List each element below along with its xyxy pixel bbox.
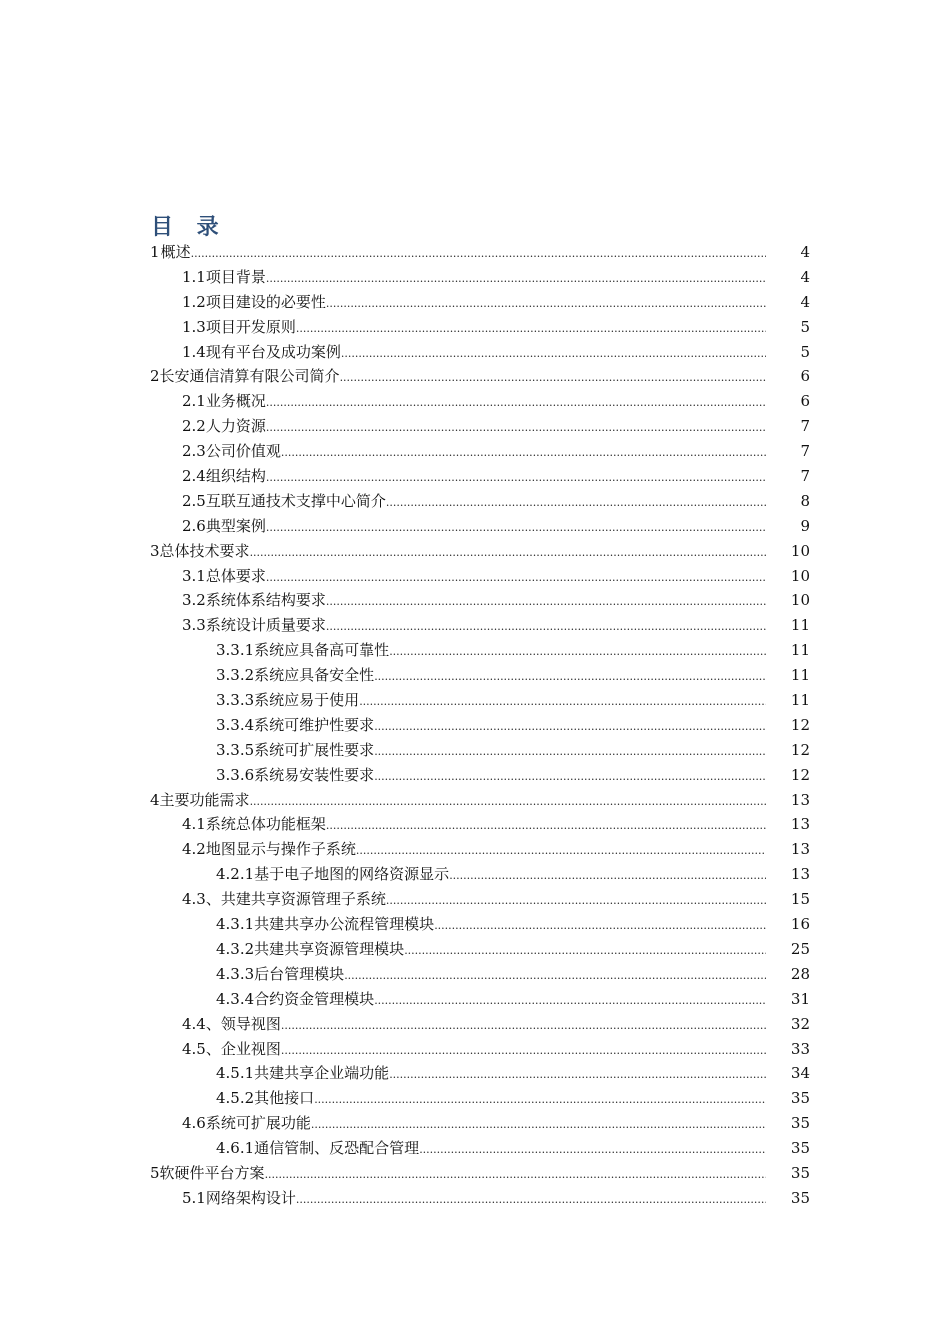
toc-dot-leader [266,564,766,591]
toc-entry[interactable] [150,489,810,514]
toc-entry-page-number: 4 [800,292,810,311]
toc-entry-number: 1.1 [182,267,206,286]
toc-entry-number: 3.3.2 [216,666,255,685]
toc-dot-leader [250,788,766,815]
toc-entry-title: 基于电子地图的网络资源显示 [254,865,450,884]
toc-entry[interactable] [150,663,810,688]
toc-dot-leader [386,489,766,516]
toc-entry[interactable] [150,364,810,389]
toc-entry-number: 3.3.4 [216,715,255,734]
toc-entry[interactable] [150,1136,810,1161]
toc-entry-page-number: 32 [790,1014,810,1033]
toc-entry[interactable] [150,713,810,738]
toc-entry-title: 总体技术要求 [159,541,250,560]
toc-entry[interactable] [150,340,810,365]
toc-entry-number: 1.2 [182,292,206,311]
toc-entry-page-number: 31 [790,989,810,1008]
toc-entry-number: 2.2 [182,417,206,436]
toc-entry[interactable] [150,1037,810,1062]
toc-entry[interactable] [150,240,810,265]
toc-entry-number: 2.1 [182,392,206,411]
toc-dot-leader [266,414,766,441]
toc-entry-page-number: 6 [800,392,810,411]
toc-entry-title: 其他接口 [254,1089,315,1108]
toc-entry-title: 系统应易于使用 [254,691,360,710]
toc-entry-title: 、企业视图 [205,1039,281,1058]
toc-entry-number: 2.6 [182,516,206,535]
toc-entry-page-number: 33 [790,1039,810,1058]
toc-entry[interactable] [150,1061,810,1086]
toc-entry-title: 系统应具备高可靠性 [254,641,390,660]
toc-entry-title: 网络架构设计 [205,1188,296,1207]
toc-title: 目 录 [151,214,227,240]
toc-entry-page-number: 12 [790,765,810,784]
toc-entry-number: 4.4 [182,1014,206,1033]
toc-dot-leader [359,688,766,715]
toc-entry-number: 2 [150,367,160,386]
toc-entry-title: 系统可扩展性要求 [254,740,375,759]
toc-entry-number: 4.5.1 [216,1064,255,1083]
toc-entry[interactable] [150,837,810,862]
toc-dot-leader [281,1037,766,1064]
toc-dot-leader [296,1186,766,1213]
toc-entry-page-number: 7 [800,442,810,461]
toc-entry-title: 业务概况 [205,392,266,411]
toc-entry-title: 系统可维护性要求 [254,715,375,734]
toc-dot-leader [419,1136,766,1163]
toc-entry[interactable] [150,688,810,713]
toc-entry-number: 4.1 [182,815,206,834]
toc-dot-leader [266,464,766,491]
toc-entry[interactable] [150,613,810,638]
toc-entry-number: 3.3.5 [216,740,255,759]
toc-entry-page-number: 9 [800,516,810,535]
toc-entry-number: 1.4 [182,342,206,361]
toc-dot-leader [326,588,766,615]
toc-entry-page-number: 35 [790,1163,810,1182]
toc-dot-leader [449,862,766,889]
toc-entry[interactable] [150,962,810,987]
toc-dot-leader [374,663,766,690]
toc-entry-number: 4.3 [182,890,206,909]
toc-entry-page-number: 11 [790,641,810,660]
toc-entry-title: 典型案例 [205,516,266,535]
toc-entry-page-number: 10 [790,566,810,585]
toc-entry-title: 总体要求 [205,566,266,585]
toc-entry[interactable] [150,763,810,788]
toc-dot-leader [374,738,766,765]
toc-entry[interactable] [150,788,810,813]
toc-dot-leader [296,315,766,342]
toc-entry-page-number: 34 [790,1064,810,1083]
toc-dot-leader [250,539,766,566]
toc-entry[interactable] [150,464,810,489]
toc-entry-title: 长安通信清算有限公司简介 [159,367,340,386]
toc-entry[interactable] [150,1012,810,1037]
toc-entry[interactable] [150,265,810,290]
toc-entry-number: 1 [150,243,160,261]
toc-dot-leader [374,763,766,790]
toc-entry-page-number: 5 [800,342,810,361]
toc-entry[interactable] [150,887,810,912]
toc-entry-number: 3.3.6 [216,765,255,784]
toc-entry-number: 4 [150,790,160,809]
toc-entry-title: 人力资源 [205,417,266,436]
toc-entry-title: 地图显示与操作子系统 [205,840,356,859]
toc-entry-number: 3 [150,541,160,560]
toc-entry-title: 组织结构 [205,467,266,486]
toc-entry-title: 项目背景 [205,267,266,286]
toc-entry[interactable] [150,1186,810,1211]
toc-entry-title: 系统总体功能框架 [205,815,326,834]
toc-dot-leader [281,439,766,466]
toc-dot-leader [266,514,766,541]
toc-entry[interactable] [150,862,810,887]
toc-entry[interactable] [150,564,810,589]
toc-entry[interactable] [150,1111,810,1136]
toc-entry-number: 4.5 [182,1039,206,1058]
toc-dot-leader [265,1161,766,1188]
toc-entry-page-number: 12 [790,740,810,759]
toc-entry-title: 共建共享资源管理模块 [254,939,405,958]
toc-entry-title: 互联互通技术支撑中心简介 [205,491,386,510]
toc-entry-title: 共建共享企业端功能 [254,1064,390,1083]
toc-entry[interactable] [150,539,810,564]
toc-dot-leader [341,340,766,367]
toc-entry-page-number: 12 [790,715,810,734]
toc-entry-page-number: 8 [800,491,810,510]
toc-entry-page-number: 13 [790,815,810,834]
toc-entry-page-number: 5 [800,317,810,336]
toc-entry-page-number: 28 [790,964,810,983]
toc-entry-number: 3.3 [182,616,206,635]
toc-entry-title: 系统体系结构要求 [205,591,326,610]
toc-entry-number: 4.6.1 [216,1139,255,1158]
table-of-contents [150,240,810,1211]
toc-entry-page-number: 13 [790,840,810,859]
toc-entry[interactable] [150,588,810,613]
toc-entry-title: 主要功能需求 [159,790,250,809]
toc-entry[interactable] [150,514,810,539]
toc-entry-title: 概述 [160,243,191,261]
toc-entry-title: 项目开发原则 [205,317,296,336]
toc-entry-number: 3.2 [182,591,206,610]
toc-dot-leader [314,1086,766,1113]
toc-dot-leader [386,887,766,914]
toc-entry[interactable] [150,1161,810,1186]
toc-entry-title: 、共建共享资源管理子系统 [205,890,386,909]
toc-entry-page-number: 11 [790,616,810,635]
toc-dot-leader [434,912,766,939]
toc-dot-leader [374,987,766,1014]
toc-entry-page-number: 25 [790,939,810,958]
toc-entry[interactable] [150,638,810,663]
toc-entry-number: 5 [150,1163,160,1182]
toc-entry-page-number: 15 [790,890,810,909]
toc-dot-leader [374,713,766,740]
toc-entry-page-number: 7 [800,467,810,486]
toc-dot-leader [326,613,766,640]
toc-entry-page-number: 6 [800,367,810,386]
toc-entry-number: 4.3.2 [216,939,255,958]
toc-entry-title: 系统可扩展功能 [205,1114,311,1133]
toc-entry[interactable] [150,987,810,1012]
toc-dot-leader [266,265,766,292]
toc-entry-number: 4.3.1 [216,915,255,934]
toc-entry[interactable] [150,290,810,315]
toc-dot-leader [356,837,766,864]
toc-dot-leader [389,1061,766,1088]
toc-entry-number: 3.1 [182,566,206,585]
toc-dot-leader [344,962,766,989]
toc-entry-page-number: 11 [790,691,810,710]
toc-entry-page-number: 10 [790,591,810,610]
toc-entry-title: 、领导视图 [205,1014,281,1033]
toc-entry-page-number: 11 [790,666,810,685]
toc-dot-leader [389,638,766,665]
toc-entry-number: 4.2.1 [216,865,255,884]
toc-entry-title: 系统易安装性要求 [254,765,375,784]
toc-entry-number: 4.2 [182,840,206,859]
toc-entry-title: 现有平台及成功案例 [205,342,341,361]
toc-entry[interactable] [150,439,810,464]
toc-dot-leader [326,812,766,839]
toc-entry-page-number: 16 [790,915,810,934]
toc-dot-leader [311,1111,766,1138]
toc-entry-page-number: 4 [800,267,810,286]
toc-entry-number: 1.3 [182,317,206,336]
toc-entry-number: 2.5 [182,491,206,510]
toc-dot-leader [326,290,766,317]
toc-entry-title: 公司价值观 [205,442,281,461]
toc-entry[interactable] [150,414,810,439]
toc-entry-number: 3.3.3 [216,691,255,710]
toc-entry-title: 通信管制、反恐配合管理 [254,1139,420,1158]
toc-entry-page-number: 10 [790,541,810,560]
toc-entry-title: 软硬件平台方案 [159,1163,265,1182]
toc-entry-page-number: 35 [790,1114,810,1133]
toc-dot-leader [191,240,766,267]
toc-entry-page-number: 35 [790,1089,810,1108]
toc-entry-number: 4.5.2 [216,1089,255,1108]
toc-entry-title: 合约资金管理模块 [254,989,375,1008]
toc-entry[interactable] [150,738,810,763]
toc-dot-leader [340,364,766,391]
toc-entry-page-number: 7 [800,417,810,436]
toc-entry-page-number: 35 [790,1139,810,1158]
toc-entry[interactable] [150,912,810,937]
toc-dot-leader [266,389,766,416]
toc-entry-number: 4.6 [182,1114,206,1133]
toc-entry-number: 5.1 [182,1188,206,1207]
toc-entry-number: 4.3.3 [216,964,255,983]
toc-entry-number: 4.3.4 [216,989,255,1008]
toc-entry-title: 项目建设的必要性 [205,292,326,311]
toc-entry-page-number: 35 [790,1188,810,1207]
toc-entry[interactable] [150,315,810,340]
toc-entry-page-number: 4 [800,243,810,261]
toc-entry-page-number: 13 [790,790,810,809]
toc-entry-title: 后台管理模块 [254,964,345,983]
toc-dot-leader [404,937,766,964]
toc-entry-title: 系统应具备安全性 [254,666,375,685]
toc-entry[interactable] [150,1086,810,1111]
toc-entry-title: 系统设计质量要求 [205,616,326,635]
toc-entry[interactable] [150,812,810,837]
toc-entry-number: 3.3.1 [216,641,255,660]
toc-entry[interactable] [150,389,810,414]
toc-entry-page-number: 13 [790,865,810,884]
toc-entry-number: 2.3 [182,442,206,461]
toc-dot-leader [281,1012,766,1039]
toc-entry[interactable] [150,937,810,962]
toc-entry-title: 共建共享办公流程管理模块 [254,915,435,934]
toc-entry-number: 2.4 [182,467,206,486]
